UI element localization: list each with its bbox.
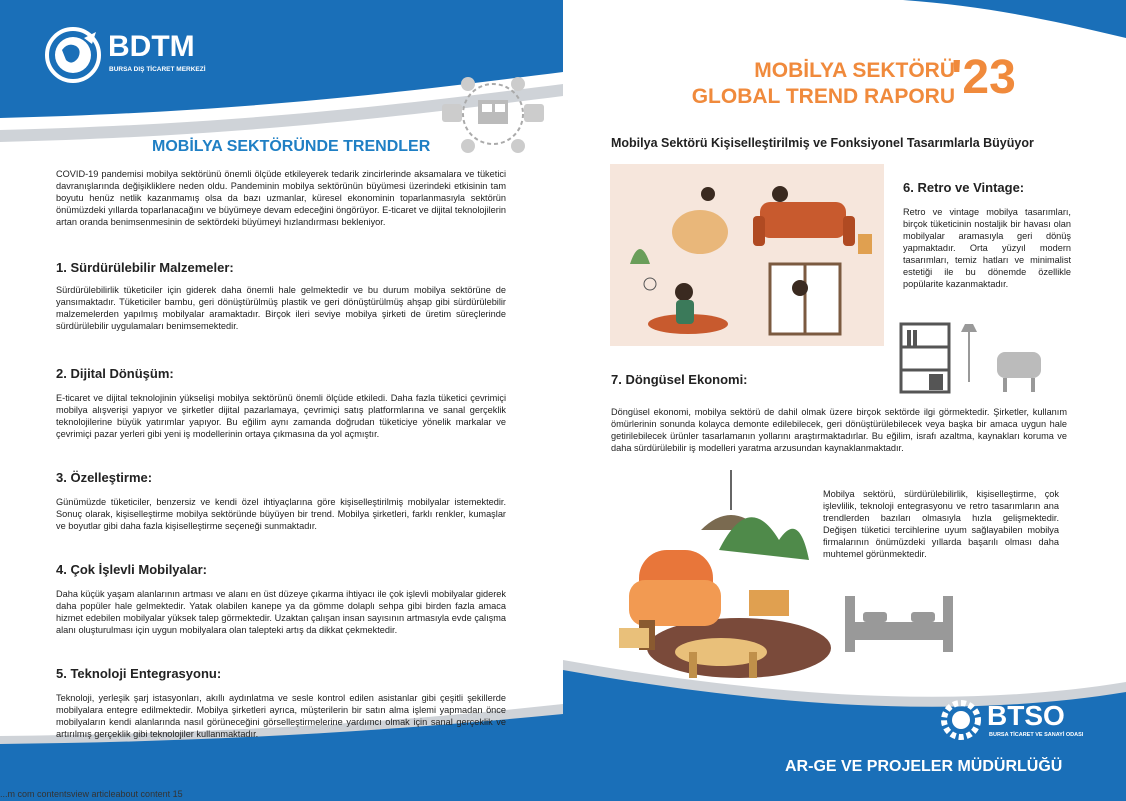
- report-title: [635, 58, 955, 110]
- section-title: MOBİLYA SEKTÖRÜNDE TRENDLER: [152, 138, 431, 155]
- body-technology: Teknoloji, yerleşik şarj istasyonları, akıllı aydınlatma ve sesle kontrol edilen asistanlar gibi çeşitli şekillerde mobilyalara entegre edilmektedir. Mobilya şirketleri ayrıca, müşterilerin bir satın alma işlemi yapmadan önce mobilyaların kendi alanlarında nasıl görüneceğini görselleştirmelerine yardımcı olmak için sanal gerçeklik ve artırılmış gerçeklik gibi teknolojiler kullanmaktadır.: [56, 693, 506, 739]
- intro-paragraph: COVID-19 pandemisi mobilya sektörünü önemli ölçüde etkileyerek tedarik zincirlerinde aksamalara ve tüketici davranışlarında değişikliklere neden oldu. Pandeminin mobilya sektörünün büyümesi üzerindeki etkisinin tam boyutu henüz netlik kazanmamış olsa da bazı uzmanlar, küresel ekonominin toparlanmasıyla sektörün önümüzdeki yıllarda toparlanacağını ve büyümeye devam edeceğini öngörüyor. E-ticaret ve dijital teknolojilerin artan oranda benimsenmesinin de sektördeki büyümeyi hızlandırması bekleniyor.: [56, 169, 506, 227]
- report-year: '23: [951, 51, 1016, 104]
- gear-icon: [939, 698, 983, 742]
- bdtm-subtitle: BURSA DIŞ TİCARET MERKEZİ: [109, 66, 206, 73]
- report-subtitle: Mobilya Sektörü Kişiselleştirilmiş ve Fonksiyonel Tasarımlarla Büyüyor: [611, 136, 1034, 150]
- body-digital: E-ticaret ve dijital teknolojinin yükselişi mobilya sektörünü önemli ölçüde etkiledi. Daha fazla tüketici çevrimiçi mobilya alışverişi yapıyor ve şirketler dijital pazarlamaya, çevrimiçi satış platformlarına ve sanal gerçeklik teknolojilerine büyük yatırımlar yapıyor. Bu eğilim aynı zamanda doğrudan tüketiciye yönelik markalar ve çevrimiçi pazar yerleri gibi yeni iş modellerinin ortaya çıkmasına da yol açmıştır.: [56, 393, 506, 439]
- heading-circular: 7. Döngüsel Ekonomi:: [611, 372, 748, 387]
- heading-customization: 3. Özelleştirme:: [56, 470, 153, 485]
- btso-brand: BTSO: [987, 700, 1065, 731]
- heading-digital: 2. Dijital Dönüşüm:: [56, 366, 174, 381]
- armchair-illustration: [609, 470, 839, 690]
- heading-multifunctional: 4. Çok İşlevli Mobilyalar:: [56, 562, 207, 577]
- heading-sustainable: 1. Sürdürülebilir Malzemeler:: [56, 260, 234, 275]
- report-title-line1: MOBİLYA SEKTÖRÜ: [754, 59, 955, 82]
- heading-retro: 6. Retro ve Vintage:: [903, 180, 1025, 195]
- body-circular: Döngüsel ekonomi, mobilya sektörü de dahil olmak üzere birçok sektörde ilgi görmektedir. Şirketler, kullanım ömürlerinin sonunda kolayca demonte edilebilecek, geri dönüştürülebilecek veya başka bir amaca uygun hale getirilebilecek ürünler tasarlamanın yollarını araştırmaktadırlar. Bu eğilim, israfı azaltma, kaynakları koruma ve daha sürdürülebilir iş modelleri yaratma arzusundan kaynaklanmaktadır.: [611, 407, 1067, 453]
- body-customization: Günümüzde tüketiciler, benzersiz ve kendi özel ihtiyaçlarına göre kişiselleştirilmiş mobilyalar istemektedir. Sonuç olarak, kişiselleştirme mobilya sektöründe büyüyen bir trend. Mobilya şirketleri, farklı renkler, kumaşlar ve boyutlar gibi daha fazla kişiselleştirme seçeneği sunmaktadır.: [56, 497, 506, 531]
- shelf-chair-icon: [899, 322, 1059, 394]
- right-page: [563, 0, 1126, 801]
- btso-logo: [939, 698, 1119, 748]
- people-furniture-illustration: [610, 164, 884, 346]
- body-retro: Retro ve vintage mobilya tasarımları, birçok tüketicinin nostaljik bir havası olan mobilyalar aramasıyla geri dönüş yapmaktadır. Orta yüzyıl modern tasarımları, temiz hatları ve minimalist estetiği ile bu dönemde özellikle popülarite kazanmaktadır.: [903, 207, 1071, 289]
- bdtm-brand: BDTM: [108, 30, 195, 63]
- footer-department: AR-GE VE PROJELER MÜDÜRLÜĞÜ: [785, 758, 1063, 775]
- heading-technology: 5. Teknoloji Entegrasyonu:: [56, 666, 222, 681]
- bdtm-logo: [44, 26, 224, 86]
- btso-subtitle: BURSA TİCARET VE SANAYİ ODASI: [989, 732, 1084, 738]
- bed-icon: [839, 592, 959, 656]
- globe-icon: [44, 26, 102, 84]
- body-sustainable: Sürdürülebilirlik tüketiciler için giderek daha önemli hale gelmektedir ve bu durum mobilya sektörüne de yansımaktadır. Tüketiciler bambu, geri dönüştürülmüş plastik ve geri dönüştürülmüş ahşap gibi sürdürülebilir malzemelerden yapılmış mobilyalar aramaktadır. Birçok ileri seviye mobilya şirketi de üretim süreçlerinde sürdürülebilir uygulamaları benimsemektedir.: [56, 285, 506, 331]
- conclusion-paragraph: Mobilya sektörü, sürdürülebilirlik, kişiselleştirme, çok işlevlilik, teknoloji entegrasyonu ve retro tasarımların ana trendlerden bazıları olmasıyla hızla gelişmektedir. Değişen tüketici tercihlerine uyum sağlayabilen mobilya firmalarının önümüzdeki yıllarda başarılı olması daha muhtemel görünmektedir.: [823, 489, 1059, 559]
- report-title-line2: GLOBAL TREND RAPORU: [691, 85, 955, 108]
- bottom-strip-text: ...m com contentsview articleabout content 15: [0, 789, 183, 799]
- furniture-icons-ring: [438, 76, 548, 156]
- body-multifunctional: Daha küçük yaşam alanlarının artması ve alanı en üst düzeye çıkarma ihtiyacı ile çok işlevli mobilyalar giderek daha popüler hale gelmektedir. Yatak olabilen kanepe ya da gömme dolaplı sehpa gibi birden fazla amaca hizmet edebilen mobilyalar yüksek talep görmektedir. Uzaktan çalışan insan sayısının artmasıyla evde çalışma alanı oluşturulması için uygun mobilyalara olan talepteki artış da dikkat çekmektedir.: [56, 589, 506, 635]
